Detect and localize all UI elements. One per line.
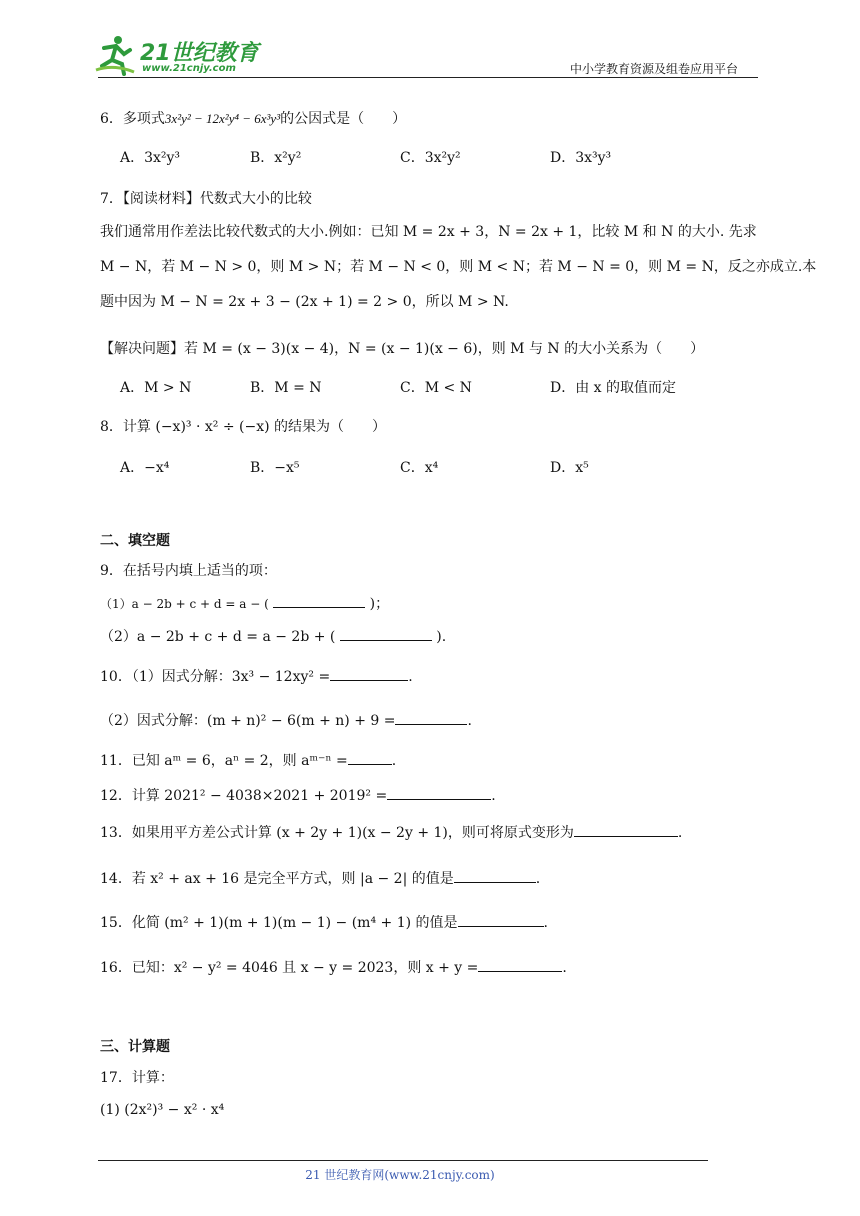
q11-text: 11．已知 aᵐ = 6，aⁿ = 2，则 aᵐ⁻ⁿ = xyxy=(100,753,348,769)
q9-part-2-text: （2）a − 2b + c + d = a − 2b + ( xyxy=(100,629,336,645)
section-3-heading: 三、计算题 xyxy=(100,1039,170,1055)
q7-option-a[interactable]: A．M > N xyxy=(120,380,192,396)
q7-option-c[interactable]: C．M < N xyxy=(400,380,472,396)
question-13 xyxy=(100,822,682,842)
q8-option-b[interactable]: B．−x⁵ xyxy=(250,460,300,476)
header-rule xyxy=(98,77,758,78)
q9-part-1-text: （1）a − 2b + c + d = a − ( xyxy=(100,597,269,611)
q8-option-d[interactable]: D．x⁵ xyxy=(550,460,589,476)
q9-part-1-blank[interactable] xyxy=(273,593,365,608)
q8-option-a[interactable]: A．−x⁴ xyxy=(120,460,170,476)
q7-problem: 【解决问题】若 M = (x − 3)(x − 4)，N = (x − 1)(x − 6)，则 M 与 N 的大小关系为（ ） xyxy=(100,341,705,357)
question-11 xyxy=(100,750,396,770)
q13-text: 13．如果用平方差公式计算 (x + 2y + 1)(x − 2y + 1)，则可将原式变形为 xyxy=(100,825,574,841)
q10-part-1-text: 10．（1）因式分解：3x³ − 12xy² = xyxy=(100,669,331,685)
runner-icon xyxy=(94,34,136,76)
q6-stem-post: 的公因式是（ ） xyxy=(280,111,407,127)
q9-stem: 9．在括号内填上适当的项： xyxy=(100,563,277,579)
q9-part-2-blank[interactable] xyxy=(340,626,432,641)
q16-text: 16．已知：x² − y² = 4046 且 x − y = 2023，则 x + y = xyxy=(100,960,479,976)
q7-option-d[interactable]: D．由 x 的取值而定 xyxy=(550,380,677,396)
q10-part-1 xyxy=(100,666,413,686)
question-12 xyxy=(100,785,496,805)
q12-text: 12．计算 2021² − 4038×2021 + 2019² = xyxy=(100,788,388,804)
q10-part-2-end: . xyxy=(467,713,472,729)
q9-part-1-end: )； xyxy=(369,596,390,612)
q6-option-d[interactable]: D．3x³y³ xyxy=(550,150,612,166)
q6-stem xyxy=(100,108,406,128)
q12-end: . xyxy=(491,788,496,804)
footer-text[interactable]: 21 世纪教育网(www.21cnjy.com) xyxy=(305,1168,495,1182)
q8-stem: 8．计算 (−x)³ · x² ÷ (−x) 的结果为（ ） xyxy=(100,419,387,435)
q14-blank[interactable] xyxy=(454,868,536,883)
q15-text: 15．化简 (m² + 1)(m + 1)(m − 1) − (m⁴ + 1) 的值是 xyxy=(100,915,458,931)
q10-part-2-blank[interactable] xyxy=(395,710,467,725)
q10-part-1-end: . xyxy=(408,669,413,685)
q6-option-a[interactable]: A．3x²y³ xyxy=(120,150,181,166)
q14-end: . xyxy=(535,871,541,887)
q9-part-1 xyxy=(100,593,389,613)
q15-end: . xyxy=(543,915,548,931)
q16-end: . xyxy=(562,960,567,976)
q14-text: 14．若 x² + ax + 16 是完全平方式，则 |a − 2| 的值是 xyxy=(100,871,454,887)
q7-option-b[interactable]: B．M = N xyxy=(250,380,322,396)
q10-part-2-text: （2）因式分解：(m + n)² − 6(m + n) + 9 = xyxy=(100,713,396,729)
logo-url-text: www.21cnjy.com xyxy=(142,63,236,74)
q7-paragraph-line-3: 题中因为 M − N = 2x + 3 − (2x + 1) = 2 > 0，所以 M > N. xyxy=(100,294,509,310)
q15-blank[interactable] xyxy=(458,912,544,927)
q13-blank[interactable] xyxy=(574,822,678,837)
q10-part-2 xyxy=(100,710,472,730)
header-right-text: 中小学教育资源及组卷应用平台 xyxy=(570,62,739,76)
section-2-heading: 二、填空题 xyxy=(100,533,170,549)
q17-part-1: (1) (2x²)³ − x² · x⁴ xyxy=(100,1102,225,1118)
question-14 xyxy=(100,868,540,888)
question-16 xyxy=(100,957,567,977)
footer-rule xyxy=(98,1160,708,1161)
q9-part-2 xyxy=(100,626,446,646)
q6-option-c[interactable]: C．3x²y² xyxy=(400,150,461,166)
q13-end: . xyxy=(677,825,683,841)
q10-part-1-blank[interactable] xyxy=(330,666,408,681)
q7-paragraph-line-2: M − N，若 M − N > 0，则 M > N；若 M − N < 0，则 M < N；若 M − N = 0，则 M = N，反之亦成立.本 xyxy=(100,259,817,275)
q6-expression: 3x²y² − 12x²y⁴ − 6x³y³ xyxy=(164,111,281,126)
q6-stem-pre: 6．多项式 xyxy=(100,111,165,127)
q16-blank[interactable] xyxy=(478,957,562,972)
q17-stem: 17．计算： xyxy=(100,1070,174,1086)
logo xyxy=(94,34,264,76)
logo-main-text: 21世纪教育 xyxy=(140,41,259,66)
q9-part-2-end: ). xyxy=(436,629,447,645)
q11-end: . xyxy=(391,753,397,769)
q7-paragraph-line-1: 我们通常用作差法比较代数式的大小.例如：已知 M = 2x + 3，N = 2x + 1，比较 M 和 N 的大小. 先求 xyxy=(100,224,757,240)
q7-title: 7．【阅读材料】代数式大小的比较 xyxy=(100,191,312,207)
q6-option-b[interactable]: B．x²y² xyxy=(250,150,302,166)
q12-blank[interactable] xyxy=(387,785,491,800)
q8-option-c[interactable]: C．x⁴ xyxy=(400,460,439,476)
q11-blank[interactable] xyxy=(348,750,392,765)
question-15 xyxy=(100,912,548,932)
